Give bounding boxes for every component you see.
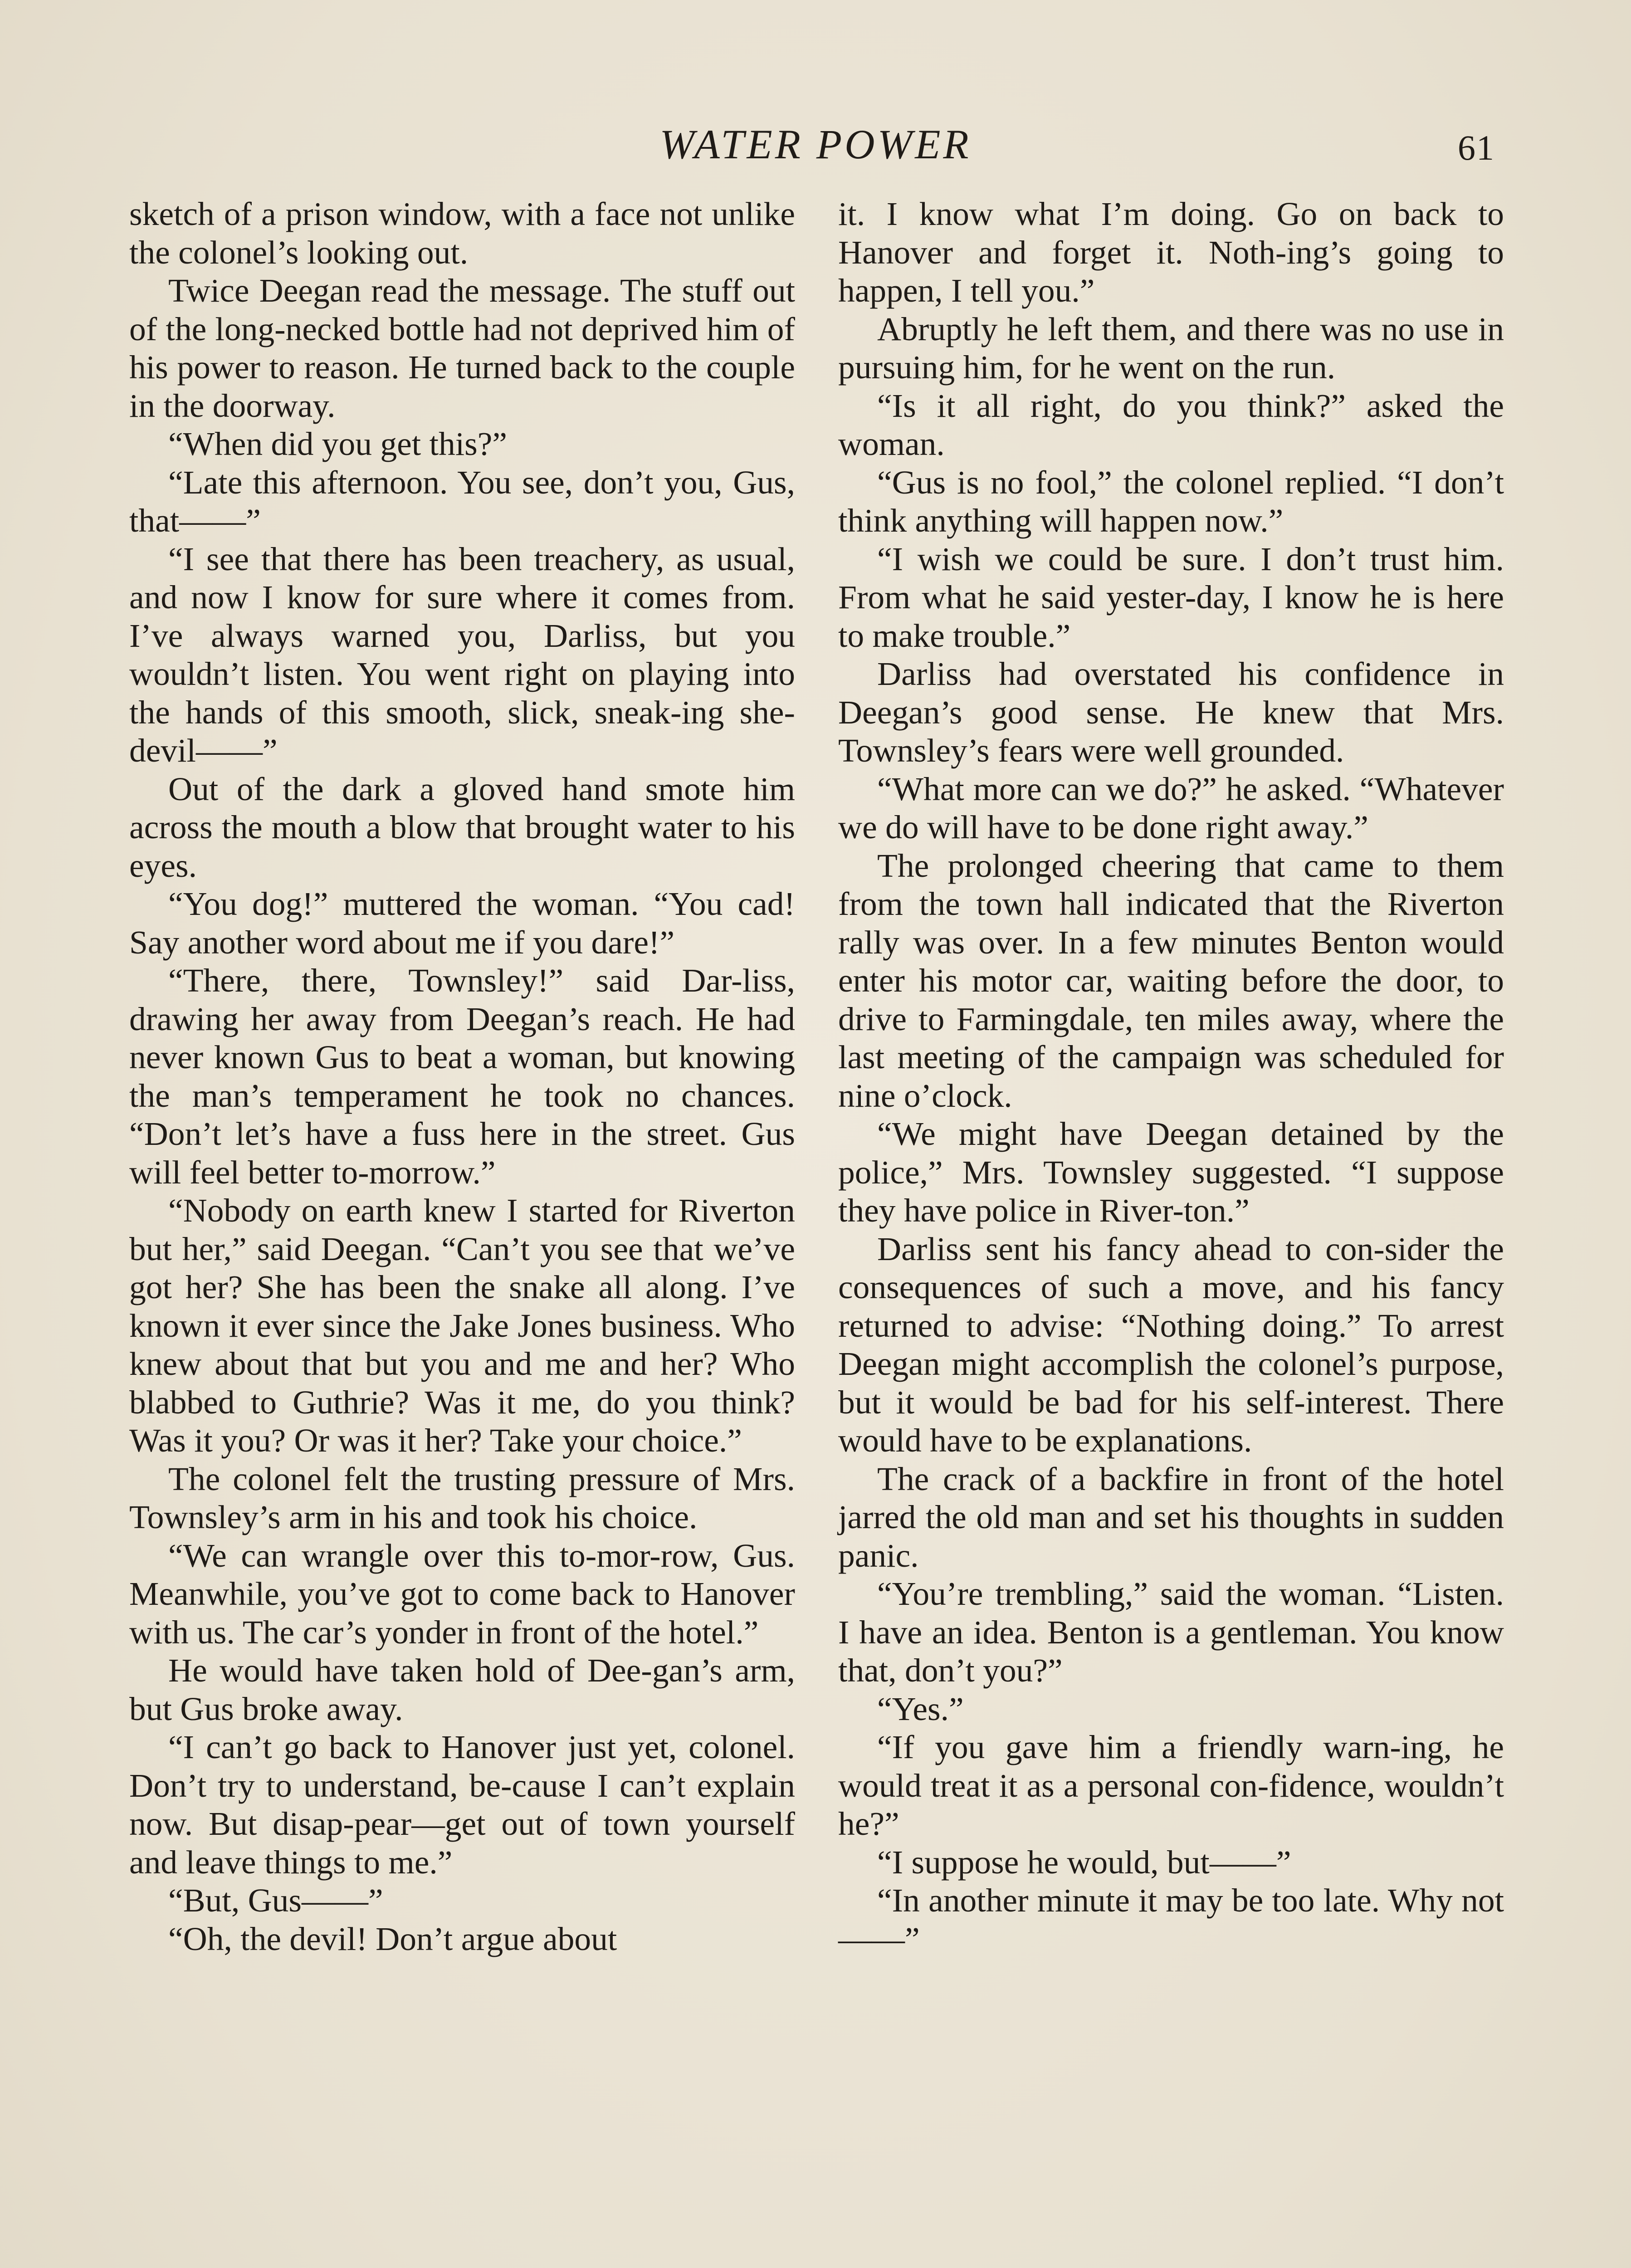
paragraph: “I wish we could be sure. I don’t trust him. From what he said yester-day, I know he is here to make trouble.” xyxy=(838,540,1504,654)
paragraph: “I suppose he would, but——” xyxy=(877,1843,1291,1881)
paragraph: “I see that there has been treachery, as usual, and now I know for sure where it comes from. I’ve always warned you, Darliss, but you wouldn’t listen. You went right on playing into the hands of this smooth, slick, sneak-ing she-devil——” xyxy=(129,540,795,769)
running-title: WATER POWER xyxy=(659,121,972,167)
paragraph: “You dog!” muttered the woman. “You cad! Say another word about me if you dare!” xyxy=(129,885,795,961)
paragraph: “We can wrangle over this to-mor-row, Gus. Meanwhile, you’ve got to come back to Hanover with us. The car’s yonder in front of the hotel.” xyxy=(129,1537,795,1651)
paragraph: “I can’t go back to Hanover just yet, colonel. Don’t try to understand, be-cause I can’t explain now. But disap-pear—get out of town yourself and leave things to me.” xyxy=(129,1729,795,1881)
right-column xyxy=(838,195,1504,1958)
paragraph: “Yes.” xyxy=(877,1690,964,1727)
paragraph: sketch of a prison window, with a face not unlike the colonel’s looking out. xyxy=(129,196,795,271)
paragraph: Abruptly he left them, and there was no use in pursuing him, for he went on the run. xyxy=(838,310,1504,386)
paragraph: “When did you get this?” xyxy=(168,425,508,462)
paragraph: “There, there, Townsley!” said Dar-liss, drawing her away from Deegan’s reach. He had never known Gus to beat a woman, but knowing the man’s temperament he took no chances. “Don’t let’s have a fuss here in the street. Gus will feel better to-morrow.” xyxy=(129,962,795,1191)
paragraph: Darliss sent his fancy ahead to con-sider the consequences of such a move, and his fancy returned to advise: “Nothing doing.” To arrest Deegan might accomplish the colonel’s purpose, but it would be bad for his self-interest. There would have to be explanations. xyxy=(838,1230,1504,1459)
paragraph: The prolonged cheering that came to them from the town hall indicated that the Riverton rally was over. In a few minutes Benton would enter his motor car, waiting before the door, to drive to Farmingdale, ten miles away, where the last meeting of the campaign was scheduled for nine o’clock. xyxy=(838,847,1504,1114)
running-head xyxy=(0,117,1631,171)
paragraph: Twice Deegan read the message. The stuff out of the long-necked bottle had not deprived him of his power to reason. He turned back to the couple in the doorway. xyxy=(129,272,795,424)
paragraph: “If you gave him a friendly warn-ing, he would treat it as a personal con-fidence, wouldn’t he?” xyxy=(838,1729,1504,1842)
paragraph: “You’re trembling,” said the woman. “Listen. I have an idea. Benton is a gentleman. You know that, don’t you?” xyxy=(838,1575,1504,1689)
paragraph: He would have taken hold of Dee-gan’s arm, but Gus broke away. xyxy=(129,1652,795,1727)
paragraph: “What more can we do?” he asked. “Whatever we do will have to be done right away.” xyxy=(838,770,1504,846)
page-number: 61 xyxy=(1458,128,1495,167)
paragraph: “Nobody on earth knew I started for Riverton but her,” said Deegan. “Can’t you see that we’ve got her? She has been the snake all along. I’ve known it ever since the Jake Jones business. Who knew about that but you and me and her? Who blabbed to Guthrie? Was it me, do you think? Was it you? Or was it her? Take your choice.” xyxy=(129,1192,795,1459)
paragraph: “Late this afternoon. You see, don’t you, Gus, that——” xyxy=(129,464,795,539)
paragraph: “Is it all right, do you think?” asked the woman. xyxy=(838,387,1504,462)
paragraph: “We might have Deegan detained by the police,” Mrs. Townsley suggested. “I suppose they have police in River-ton.” xyxy=(838,1115,1504,1229)
paragraph: The colonel felt the trusting pressure of Mrs. Townsley’s arm in his and took his choice. xyxy=(129,1460,795,1535)
paragraph: it. I know what I’m doing. Go on back to Hanover and forget it. Noth-ing’s going to happen, I tell you.” xyxy=(838,196,1504,309)
paragraph: Darliss had overstated his confidence in Deegan’s good sense. He knew that Mrs. Townsley’s fears were well grounded. xyxy=(838,655,1504,769)
paragraph: The crack of a backfire in front of the hotel jarred the old man and set his thoughts in sudden panic. xyxy=(838,1460,1504,1574)
paragraph: “But, Gus——” xyxy=(168,1882,383,1919)
paragraph: “Oh, the devil! Don’t argue about xyxy=(168,1920,617,1957)
paragraph: Out of the dark a gloved hand smote him across the mouth a blow that brought water to his eyes. xyxy=(129,770,795,884)
paragraph: “Gus is no fool,” the colonel replied. “I don’t think anything will happen now.” xyxy=(838,464,1504,539)
left-column xyxy=(129,195,795,1958)
paragraph: “In another minute it may be too late. Why not——” xyxy=(838,1882,1504,1957)
